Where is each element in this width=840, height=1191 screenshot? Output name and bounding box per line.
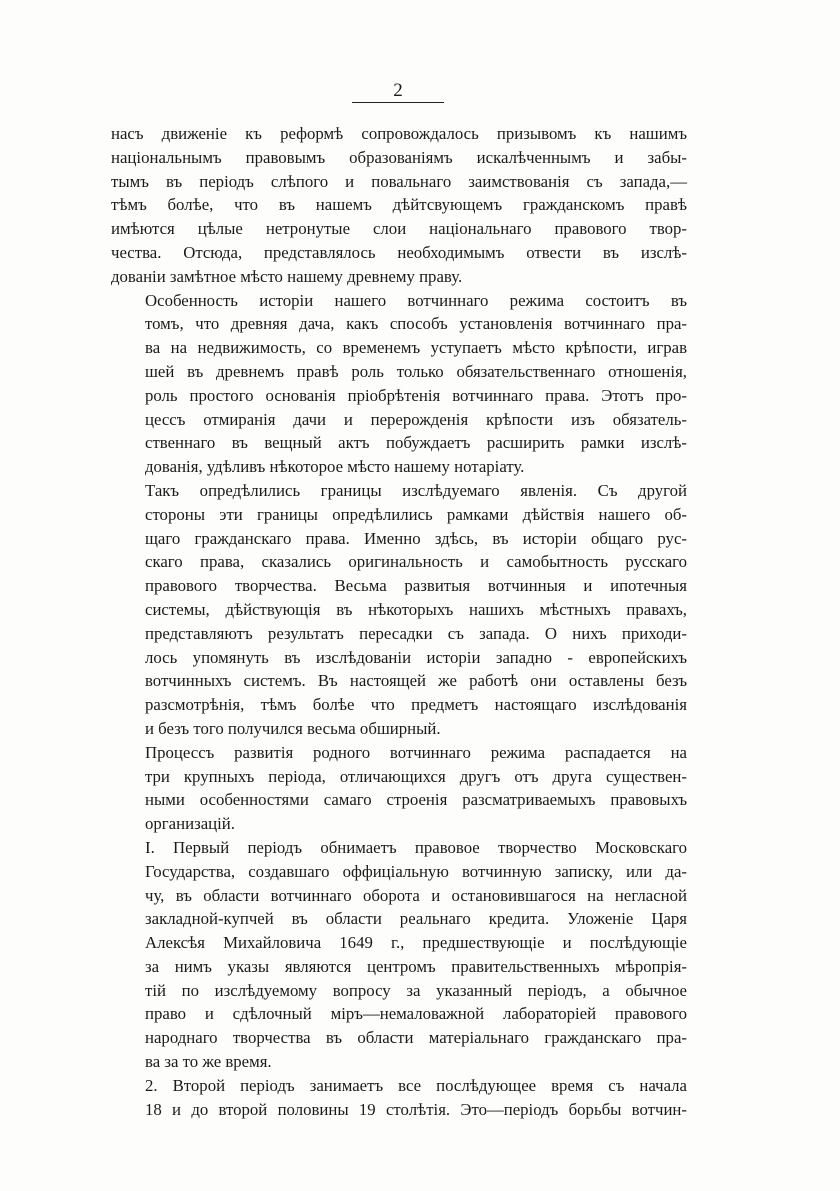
- text-line: ва на недвижимость, со временемъ уступаетъ мѣсто крѣпости, играв: [145, 338, 687, 358]
- text-line: роль простого основанія пріобрѣтенія вотчиннаго права. Этотъ про-: [145, 385, 687, 405]
- text-line: стороны эти границы опредѣлились рамками дѣйствія нашего об-: [145, 504, 687, 524]
- text-line: тій по изслѣдуемому вопросу за указанный періодъ, а обычное: [145, 980, 687, 1000]
- text-line: ными особенностями самаго строенія разсматриваемыхъ правовыхъ: [145, 790, 687, 810]
- paragraph: [111, 836, 687, 1074]
- text-line: ственнаго въ вещный актъ побуждаетъ расширить рамки изслѣ-: [145, 433, 687, 453]
- text-line: за нимъ указы являются центромъ правительственныхъ мѣропрія-: [145, 956, 687, 976]
- paragraph: [111, 741, 687, 836]
- text-line: дованія, удѣливъ нѣкоторое мѣсто нашему нотаріату.: [145, 457, 525, 477]
- text-line: скаго права, сказались оригинальность и самобытность русскаго: [145, 552, 687, 572]
- text-line: имѣются цѣлые нетронутые слои національнаго правового твор-: [111, 219, 687, 239]
- text-line: народнаго творчества въ области матеріальнаго гражданскаго пра-: [145, 1028, 687, 1048]
- text-line: ва за то же время.: [145, 1052, 272, 1072]
- text-line: 2. Второй періодъ занимаетъ все послѣдующее время съ начала: [145, 1075, 687, 1095]
- text-line: Алексѣя Михайловича 1649 г., предшествующіе и послѣдующіе: [145, 933, 687, 953]
- text-line: три крупныхъ періода, отличающихся другъ отъ друга существен-: [145, 766, 687, 786]
- text-line: тымъ въ періодъ слѣпого и повальнаго заимствованія съ запада,—: [111, 171, 687, 191]
- text-line: закладной-купчей въ области реальнаго кредита. Уложеніе Царя: [145, 909, 687, 929]
- text-line: представляютъ результатъ пересадки съ запада. О нихъ приходи-: [145, 623, 687, 643]
- text-line: щаго гражданскаго права. Именно здѣсь, въ исторіи общаго рус-: [145, 528, 687, 548]
- text-line: чу, въ области вотчиннаго оборота и остановившагося на негласной: [145, 885, 687, 905]
- text-line: томъ, что древняя дача, какъ способъ установленія вотчиннаго пра-: [145, 314, 687, 334]
- text-line: національнымъ правовымъ образованіямъ искалѣченнымъ и забы-: [111, 147, 687, 167]
- text-line: вотчинныхъ системъ. Въ настоящей же работѣ они оставлены безъ: [145, 671, 687, 691]
- paragraph: [111, 122, 687, 289]
- page-number: 2: [393, 80, 403, 101]
- paragraph: [111, 479, 687, 741]
- text-line: Такъ опредѣлились границы изслѣдуемаго явленія. Съ другой: [145, 480, 687, 500]
- text-line: право и сдѣлочный міръ—немаловажной лабораторіей правового: [145, 1004, 687, 1024]
- text-line: организацій.: [145, 814, 235, 834]
- text-line: Особенность исторіи нашего вотчиннаго режима состоитъ въ: [145, 290, 687, 310]
- text-line: лось упомянуть въ изслѣдованіи исторіи западно - европейскихъ: [145, 647, 687, 667]
- text-line: цессъ отмиранія дачи и перерожденія крѣпости изъ обязатель-: [145, 409, 687, 429]
- text-line: насъ движеніе къ реформѣ сопровождалось призывомъ къ нашимъ: [111, 124, 687, 143]
- text-line: дованіи замѣтное мѣсто нашему древнему праву.: [111, 266, 463, 286]
- text-line: Процессъ развитія родного вотчиннаго режима распадается на: [145, 742, 687, 762]
- header-rule: [352, 102, 444, 103]
- text-line: чества. Отсюда, представлялось необходимымъ отвести въ изслѣ-: [111, 242, 687, 262]
- body-text: [111, 122, 687, 1121]
- paragraph: [111, 289, 687, 479]
- paragraph: [111, 1074, 687, 1122]
- text-line: системы, дѣйствующія въ нѣкоторыхъ нашихъ мѣстныхъ правахъ,: [145, 599, 687, 619]
- text-line: Государства, создавшаго оффиціальную вотчинную записку, или да-: [145, 861, 687, 881]
- text-line: правового творчества. Весьма развитыя вотчинныя и ипотечныя: [145, 576, 687, 596]
- text-line: I. Первый періодъ обнимаетъ правовое творчество Московскаго: [145, 837, 687, 857]
- text-line: тѣмъ болѣе, что въ нашемъ дѣйтсвующемъ гражданскомъ правѣ: [111, 195, 687, 215]
- text-line: 18 и до второй половины 19 столѣтія. Это—періодъ борьбы вотчин-: [145, 1099, 687, 1119]
- text-line: разсмотрѣнія, тѣмъ болѣе что предметъ настоящаго изслѣдованія: [145, 695, 687, 715]
- text-line: шей въ древнемъ правѣ роль только обязательственнаго отношенія,: [145, 361, 687, 381]
- text-line: и безъ того получился весьма обширный.: [145, 718, 441, 738]
